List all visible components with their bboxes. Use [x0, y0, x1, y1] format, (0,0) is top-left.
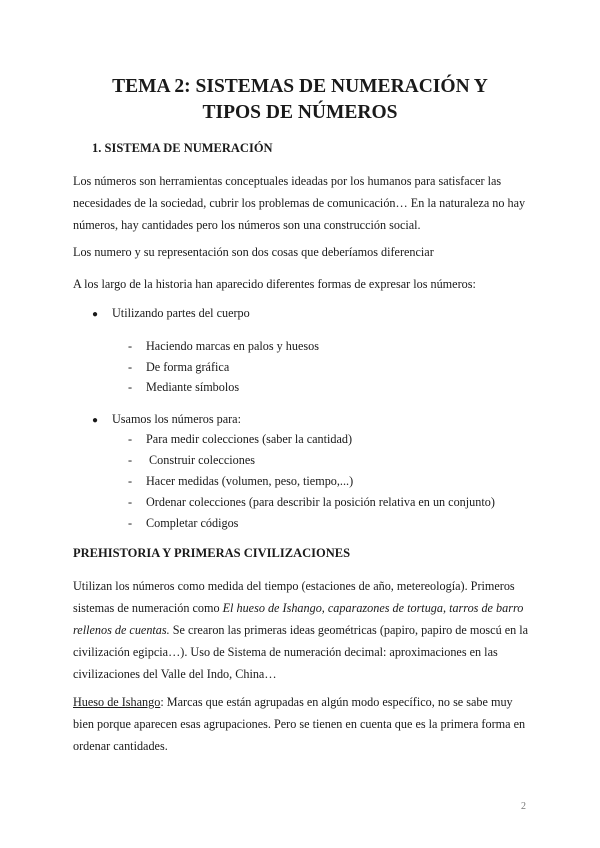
paragraph-intro: Los números son herramientas conceptuales ideadas por los humanos para satisfacer las necesidades de la sociedad, cubrir los problemas de comunicación… En la naturaleza no hay números, hay cantidades pero los números son una construcción social. — [73, 174, 526, 232]
underlined-term: Hueso de Ishango — [73, 695, 161, 709]
list-item: - Completar códigos — [128, 516, 239, 530]
paragraph-italic-text: El hueso de Ishango, caparazones de tortuga, tarros de barro rellenos de cuentas. — [73, 601, 524, 637]
list-item: - Para medir colecciones (saber la cantidad) — [128, 432, 353, 446]
bullet-icon: ● — [92, 309, 99, 320]
list-item-text: De forma gráfica — [146, 360, 230, 374]
bullet-icon: ● — [92, 415, 99, 426]
list-item-text: Haciendo marcas en palos y huesos — [146, 339, 319, 353]
list-item-text: Ordenar colecciones (para describir la posición relativa en un conjunto) — [146, 495, 495, 509]
section-heading-prehistoria: PREHISTORIA Y PRIMERAS CIVILIZACIONES — [73, 546, 351, 560]
bullet-label: Usamos los números para: — [112, 412, 241, 426]
bullet-item-usamos — [92, 412, 241, 427]
list-item: - Construir colecciones — [128, 453, 255, 467]
list-item: - Haciendo marcas en palos y huesos — [128, 339, 319, 353]
list-item: - Mediante símbolos — [128, 380, 240, 394]
list-item-text: Hacer medidas (volumen, peso, tiempo,...) — [146, 474, 354, 488]
list-item-text: Completar códigos — [146, 516, 239, 530]
section-heading-sistema: 1. SISTEMA DE NUMERACIÓN — [92, 141, 273, 155]
title-line-1: TEMA 2: SISTEMAS DE NUMERACIÓN Y — [112, 76, 488, 97]
title-line-2: TIPOS DE NÚMEROS — [202, 102, 398, 123]
paragraph-historia: A los largo de la historia han aparecido diferentes formas de expresar los números: — [73, 277, 476, 291]
list-item-text: Mediante símbolos — [146, 380, 240, 394]
page-title — [60, 74, 540, 126]
list-item: - De forma gráfica — [128, 360, 230, 374]
paragraph-text: : Marcas que están agrupadas en algún modo específico, no se sabe muy bien porque aparecen esas agrupaciones. Pero se tienen en cuenta que es la primera forma en ordenar cantidades. — [73, 695, 526, 753]
paragraph-text: Se crearon las primeras ideas geométricas (papiro, papiro de moscú en la civilización egipcia…). Uso de Sistema de numeración decimal: aproximaciones en las civilizaciones del Valle del Indo, China… — [73, 623, 529, 681]
list-item: - Hacer medidas (volumen, peso, tiempo,...) — [128, 474, 354, 488]
bullet-item-partes-cuerpo — [92, 306, 250, 321]
list-item-text: Para medir colecciones (saber la cantidad) — [146, 432, 353, 446]
bullet-label: Utilizando partes del cuerpo — [112, 306, 250, 320]
paragraph-representacion: Los numero y su representación son dos cosas que deberíamos diferenciar — [73, 245, 434, 259]
paragraph-prehistoria — [73, 575, 533, 685]
paragraph-text: Utilizan los números como medida del tiempo (estaciones de año, metereología). Primeros sistemas de numeración como — [73, 579, 515, 615]
paragraph-hueso-ishango — [73, 691, 533, 757]
list-item-text: Construir colecciones — [146, 453, 255, 467]
page-number: 2 — [521, 801, 526, 812]
list-item: - Ordenar colecciones (para describir la posición relativa en un conjunto) — [128, 495, 495, 509]
